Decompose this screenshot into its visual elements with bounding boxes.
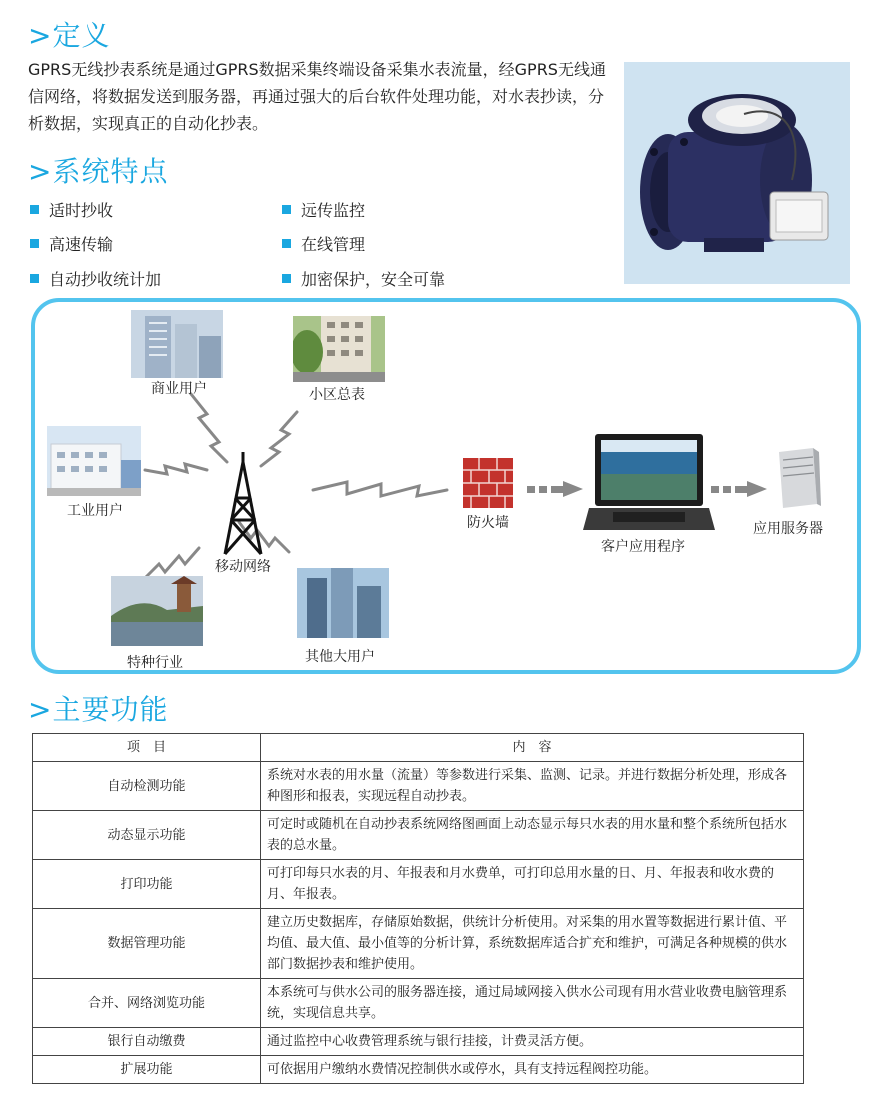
functions-title: >主要功能	[28, 693, 169, 726]
label-app-server: 应用服务器	[753, 521, 823, 537]
definition-title: >定义	[28, 19, 111, 52]
commercial-building-image	[131, 310, 223, 382]
label-firewall: 防火墙	[467, 515, 509, 531]
row-content: 通过监控中心收费管理系统与银行挂接，计费灵活方便。	[261, 1028, 804, 1056]
special-industry-image	[111, 576, 203, 650]
bullet-square-icon	[282, 205, 291, 214]
row-item: 数据管理功能	[33, 909, 261, 979]
bullet-square-icon	[30, 239, 39, 248]
feature-item: 适时抄收	[30, 198, 113, 221]
label-special: 特种行业	[127, 655, 183, 671]
laptop-icon	[583, 434, 715, 538]
row-content: 可打印每只水表的月、年报表和月水费单，可打印总用水量的日、月、年报表和收水费的月、年报表。	[261, 860, 804, 909]
water-meter-photo	[624, 62, 850, 284]
bullet-square-icon	[30, 274, 39, 283]
row-item: 动态显示功能	[33, 811, 261, 860]
bullet-square-icon	[30, 205, 39, 214]
header-content: 内 容	[261, 734, 804, 762]
row-item: 合并、网络浏览功能	[33, 979, 261, 1028]
feature-item: 高速传输	[30, 232, 113, 255]
row-item: 扩展功能	[33, 1056, 261, 1084]
feature-item: 加密保护，安全可靠	[282, 267, 445, 290]
bullet-square-icon	[282, 239, 291, 248]
server-icon	[773, 448, 821, 514]
row-content: 可依据用户缴纳水费情况控制供水或停水，具有支持远程阀控功能。	[261, 1056, 804, 1084]
table-header-row	[33, 734, 804, 762]
community-building-image	[293, 316, 385, 386]
firewall-icon	[463, 458, 513, 512]
table-row	[33, 1056, 804, 1084]
features-title: >系统特点	[28, 155, 169, 188]
row-item: 银行自动缴费	[33, 1028, 261, 1056]
feature-item: 远传监控	[282, 198, 365, 221]
label-other-large: 其他大用户	[305, 649, 375, 665]
feature-item: 自动抄收统计加	[30, 267, 161, 290]
row-content: 建立历史数据库，存储原始数据，供统计分析使用。对采集的用水置等数据进行累计值、平均值、最大值、最小值等的分析计算，系统数据库适合扩充和维护，可满足各种规模的供水部门数据抄表和维护使用。	[261, 909, 804, 979]
feature-item: 在线管理	[282, 232, 365, 255]
bullet-square-icon	[282, 274, 291, 283]
label-community: 小区总表	[309, 387, 365, 403]
header-item: 项 目	[33, 734, 261, 762]
large-user-building-image	[297, 568, 389, 642]
row-content: 本系统可与供水公司的服务器连接，通过局域网接入供水公司现有用水营业收费电脑管理系统，实现信息共享。	[261, 979, 804, 1028]
label-client-app: 客户应用程序	[601, 539, 685, 555]
table-row	[33, 979, 804, 1028]
row-item: 自动检测功能	[33, 762, 261, 811]
industrial-building-image	[47, 426, 141, 500]
definition-text: GPRS无线抄表系统是通过GPRS数据采集终端设备采集水表流量，经GPRS无线通信网络，将数据发送到服务器，再通过强大的后台软件处理功能，对水表抄读，分析数据，实现真正的自动化抄表。	[28, 60, 606, 133]
table-row	[33, 762, 804, 811]
table-row	[33, 1028, 804, 1056]
label-industrial: 工业用户	[67, 503, 123, 519]
network-diagram	[31, 298, 861, 674]
row-item: 打印功能	[33, 860, 261, 909]
table-row	[33, 860, 804, 909]
row-content: 可定时或随机在自动抄表系统网络图画面上动态显示每只水表的用水量和整个系统所包括水表的总水量。	[261, 811, 804, 860]
functions-table	[32, 733, 804, 1084]
table-row	[33, 811, 804, 860]
table-row	[33, 909, 804, 979]
row-content: 系统对水表的用水量（流量）等参数进行采集、监测、记录。并进行数据分析处理，形成各种图形和报表，实现远程自动抄表。	[261, 762, 804, 811]
label-mobile: 移动网络	[215, 559, 271, 575]
label-commercial: 商业用户	[151, 381, 207, 397]
tower-icon	[225, 452, 261, 554]
